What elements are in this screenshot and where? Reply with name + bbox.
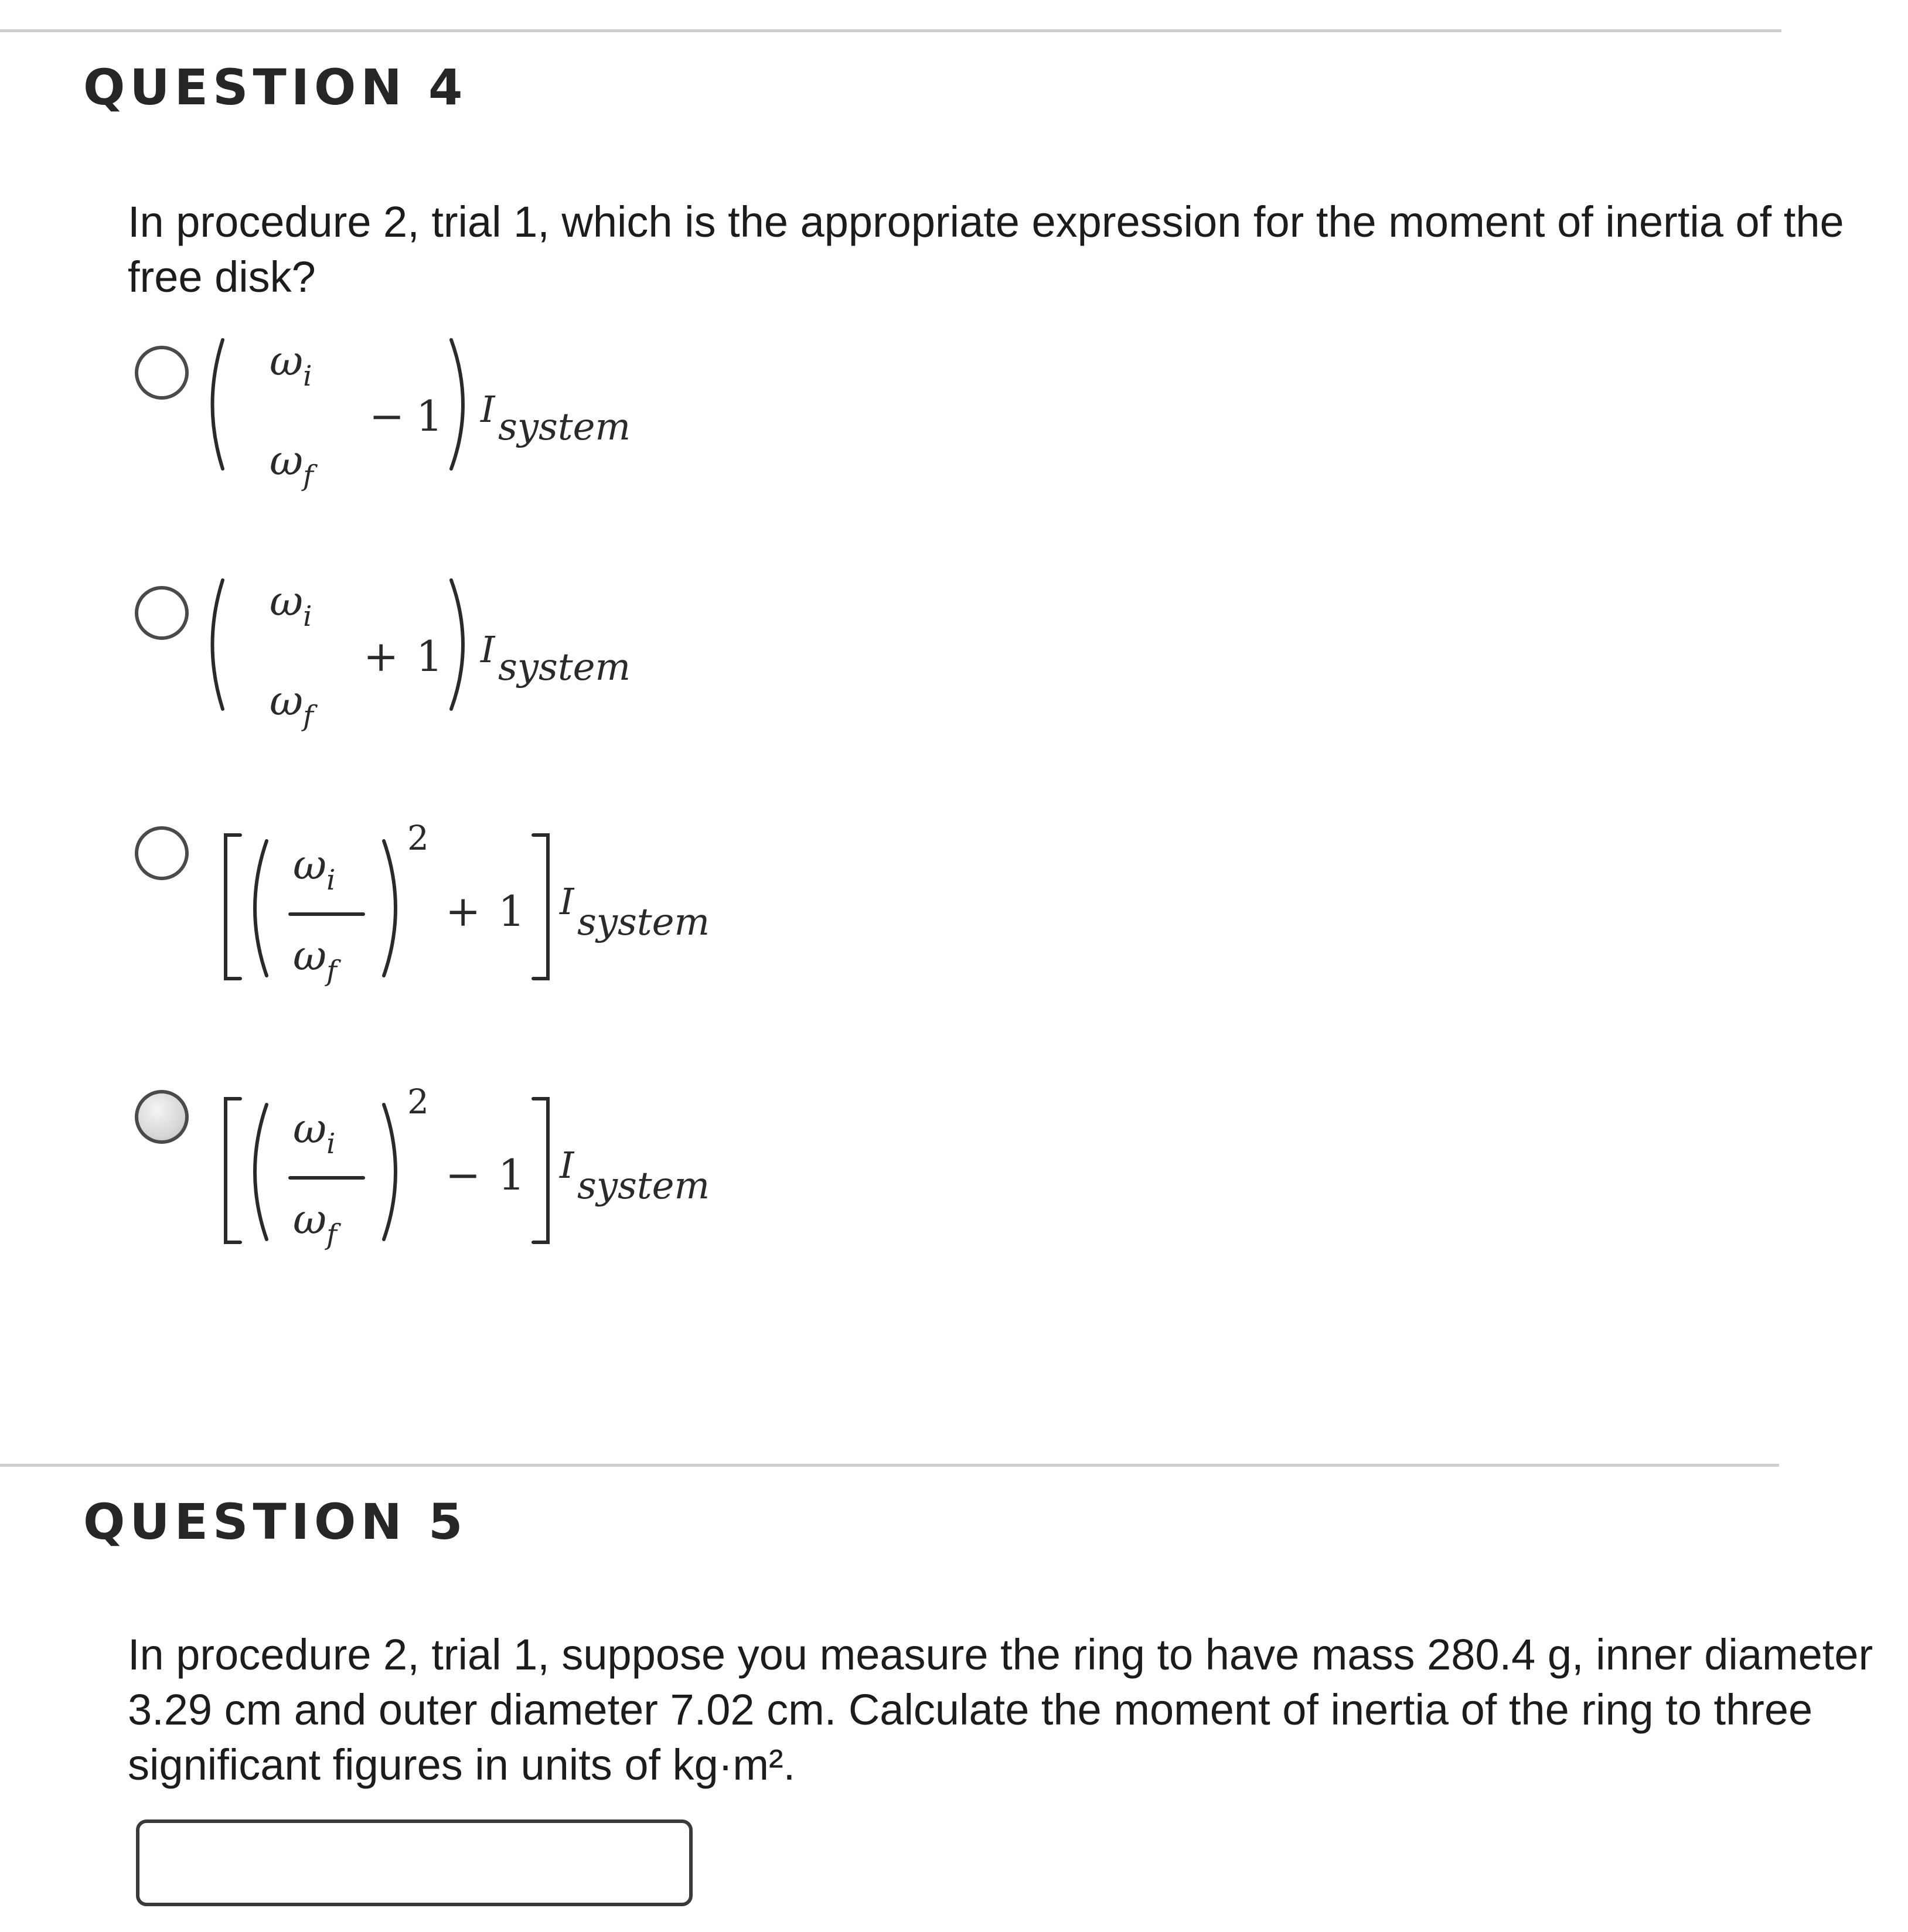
top-divider xyxy=(0,29,1781,32)
option-3-expression xyxy=(135,815,779,1008)
question-4-heading: QUESTION 4 xyxy=(83,59,468,116)
moment-symbol: I xyxy=(481,628,495,671)
option-2-expression xyxy=(135,568,721,756)
omega-f-denominator: $\omega_f$ xyxy=(293,932,337,987)
left-paren xyxy=(255,1105,267,1239)
right-bracket xyxy=(533,835,548,979)
moment-symbol: I xyxy=(481,388,495,431)
exponent-two: 2 xyxy=(407,818,429,858)
moment-symbol: I xyxy=(560,1144,574,1187)
left-paren xyxy=(213,340,223,469)
question-5-heading: QUESTION 5 xyxy=(83,1493,468,1551)
minus-sign: − xyxy=(445,1150,481,1200)
omega-i-numerator: $\omega_i$ xyxy=(293,841,336,897)
omega-f-denominator: $\omega_f$ xyxy=(293,1195,337,1251)
constant-one: 1 xyxy=(498,887,525,936)
right-paren xyxy=(451,580,463,709)
question-4-text: In procedure 2, trial 1, which is the appropriate expression for the moment of inertia of the free disk? xyxy=(128,197,1844,301)
right-paren xyxy=(384,1105,396,1239)
right-paren xyxy=(451,340,463,469)
constant-one: 1 xyxy=(416,632,443,681)
left-paren xyxy=(255,841,267,976)
left-bracket xyxy=(226,1099,240,1242)
omega-i-numerator: $\omega_i$ xyxy=(293,1105,336,1160)
subscript-system: system xyxy=(498,646,631,689)
plus-sign: + xyxy=(363,632,399,681)
plus-sign: + xyxy=(445,887,481,936)
right-paren xyxy=(384,841,396,976)
omega-f-denominator: $\omega_f$ xyxy=(270,677,314,732)
question-5-text: In procedure 2, trial 1, suppose you measure the ring to have mass 280.4 g, inner diameter 3.29 cm and outer diameter 7.02 cm. Calculate the moment of inertia of the ring to three significant figures in units of kg·m². xyxy=(128,1630,1873,1789)
omega-f-denominator: $\omega_f$ xyxy=(270,437,314,492)
minus-sign: − xyxy=(369,391,405,441)
omega-i-numerator: $\omega_i$ xyxy=(270,577,312,633)
right-bracket xyxy=(533,1099,548,1242)
option-4-expression xyxy=(135,1078,779,1272)
left-bracket xyxy=(226,835,240,979)
subscript-system: system xyxy=(577,901,710,944)
subscript-system: system xyxy=(498,406,631,449)
section-divider xyxy=(0,1464,1779,1467)
moment-symbol: I xyxy=(560,880,574,923)
constant-one: 1 xyxy=(416,391,443,441)
exponent-two: 2 xyxy=(407,1082,429,1122)
option-1-expression xyxy=(135,328,721,516)
constant-one: 1 xyxy=(498,1150,525,1200)
omega-i-numerator: $\omega_i$ xyxy=(270,337,312,393)
subscript-system: system xyxy=(577,1164,710,1208)
answer-input[interactable] xyxy=(136,1819,693,1906)
left-paren xyxy=(213,580,223,709)
